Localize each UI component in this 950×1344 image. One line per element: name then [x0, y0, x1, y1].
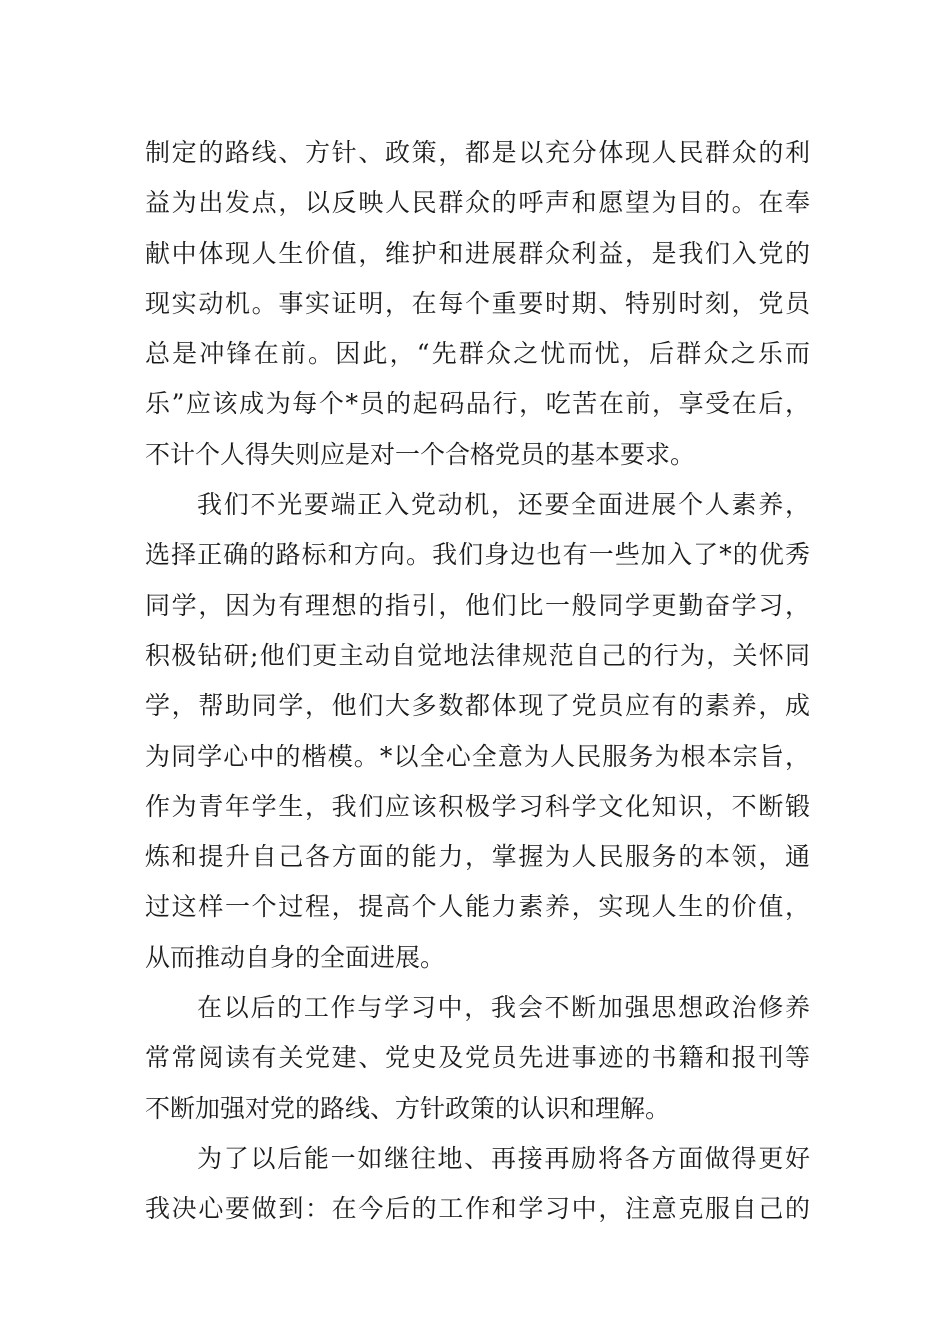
- text-line: 选择正确的路标和方向。我们身边也有一些加入了*的优秀: [145, 540, 810, 570]
- text-line: 常常阅读有关党建、党史及党员先进事迹的书籍和报刊等: [145, 1043, 810, 1073]
- text-line: 同学，因为有理想的指引，他们比一般同学更勤奋学习，: [145, 590, 810, 620]
- text-line: 我决心要做到：在今后的工作和学习中，注意克服自己的: [145, 1194, 810, 1224]
- text-line: 乐”应该成为每个*员的起码品行，吃苦在前，享受在后，: [145, 389, 810, 419]
- text-line: 现实动机。事实证明，在每个重要时期、特别时刻，党员: [145, 288, 810, 318]
- text-line: 益为出发点，以反映人民群众的呼声和愿望为目的。在奉: [145, 188, 810, 218]
- text-line: 积极钻研;他们更主动自觉地法律规范自己的行为，关怀同: [145, 640, 810, 670]
- text-line: 为同学心中的楷模。*以全心全意为人民服务为根本宗旨，: [145, 741, 810, 771]
- text-line: 在以后的工作与学习中，我会不断加强思想政治修养: [197, 993, 810, 1023]
- text-line: 作为青年学生，我们应该积极学习科学文化知识，不断锻: [145, 791, 810, 821]
- text-line: 从而推动自身的全面进展。: [145, 942, 446, 972]
- text-line: 学，帮助同学，他们大多数都体现了党员应有的素养，成: [145, 691, 810, 721]
- text-line: 为了以后能一如继往地、再接再励将各方面做得更好: [197, 1143, 810, 1173]
- text-line: 献中体现人生价值，维护和进展群众利益，是我们入党的: [145, 238, 810, 268]
- text-line: 不断加强对党的路线、方针政策的认识和理解。: [145, 1093, 671, 1123]
- text-line: 制定的路线、方针、政策，都是以充分体现人民群众的利: [145, 138, 810, 167]
- text-line: 我们不光要端正入党动机，还要全面进展个人素养，: [197, 490, 810, 520]
- text-line: 过这样一个过程，提高个人能力素养，实现人生的价值，: [145, 892, 810, 922]
- document-body: [145, 128, 810, 1235]
- text-line: 不计个人得失则应是对一个合格党员的基本要求。: [145, 439, 696, 469]
- text-line: 总是冲锋在前。因此，“先群众之忧而忧，后群众之乐而: [145, 339, 810, 369]
- text-line: 炼和提升自己各方面的能力，掌握为人民服务的本领，通: [145, 842, 810, 872]
